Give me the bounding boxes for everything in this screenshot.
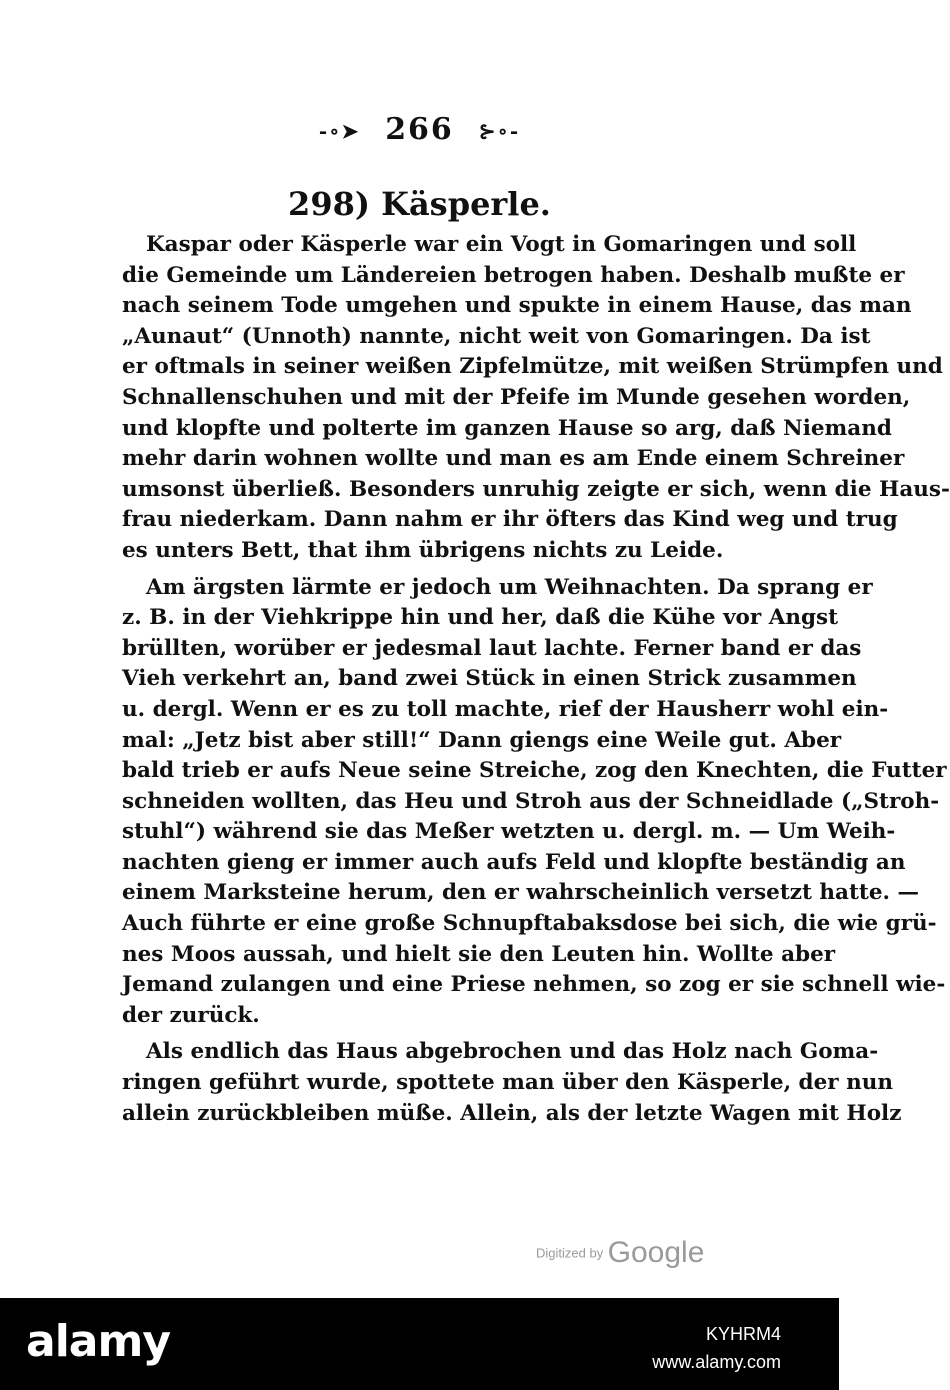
text-line: bald trieb er aufs Neue seine Streiche, zog den Knechten, die Futter: [122, 758, 947, 784]
page-header: [0, 112, 839, 147]
site-url: www.alamy.com: [652, 1352, 781, 1372]
text-line: Kaspar oder Käsperle war ein Vogt in Gomaringen und soll: [146, 232, 857, 257]
text-line: die Gemeinde um Ländereien betrogen haben. Deshalb mußte er: [122, 262, 905, 288]
text-line: u. dergl. Wenn er es zu toll machte, rief der Hausherr wohl ein-: [122, 696, 889, 722]
watermark-prefix: Digitized by: [536, 1245, 604, 1261]
text-line: z. B. in der Viehkrippe hin und her, daß die Kühe vor Angst: [122, 605, 839, 631]
stock-footer-banner: [0, 1298, 839, 1390]
text-line: frau niederkam. Dann nahm er ihr öfters das Kind weg und trug: [122, 507, 898, 533]
text-line: nachten gieng er immer auch aufs Feld und klopfte beständig an: [122, 849, 906, 875]
text-line: ringen geführt wurde, spottete man über den Käsperle, der nun: [122, 1070, 893, 1096]
text-line: einem Marksteine herum, den er wahrscheinlich versetzt hatte. —: [122, 880, 919, 906]
google-logo: Google: [607, 1236, 705, 1269]
text-line: stuhl“) während sie das Meßer wetzten u. dergl. m. — Um Weih-: [122, 819, 896, 845]
text-line: „Aunaut“ (Unnoth) nannte, nicht weit von Gomaringen. Da ist: [122, 323, 871, 349]
text-line: es unters Bett, that ihm übrigens nichts zu Leide.: [122, 537, 724, 563]
ornament-left: -∘➤: [318, 119, 361, 143]
text-line: Am ärgsten lärmte er jedoch um Weihnachten. Da sprang er: [146, 574, 873, 600]
paragraph: [122, 230, 950, 567]
section-title: 298) Käsperle.: [288, 185, 551, 223]
ornament-right: ⊱∘-: [478, 119, 521, 143]
text-line: mehr darin wohnen wollte und man es am Ende einem Schreiner: [122, 446, 905, 472]
text-line: schneiden wollten, das Heu und Stroh aus der Schneidlade („Stroh-: [122, 788, 940, 814]
text-line: umsonst überließ. Besonders unruhig zeigte er sich, wenn die Haus-: [122, 476, 950, 502]
image-code: KYHRM4: [705, 1324, 781, 1344]
text-line: nach seinem Tode umgehen und spukte in einem Hause, das man: [122, 293, 912, 319]
text-line: mal: „Jetz bist aber still!“ Dann giengs eine Weile gut. Aber: [122, 727, 842, 753]
text-line: nes Moos aussah, und hielt sie den Leuten hin. Wollte aber: [122, 941, 836, 967]
text-line: brüllten, worüber er jedesmal laut lachte. Ferner band er das: [122, 635, 862, 661]
paragraph: [122, 573, 947, 1032]
body-text: [122, 230, 950, 1129]
text-line: allein zurückbleiben müße. Allein, als der letzte Wagen mit Holz: [122, 1100, 902, 1126]
text-line: Jemand zulangen und eine Priese nehmen, so zog er sie schnell wie-: [122, 972, 946, 998]
text-line: Auch führte er eine große Schnupftabaksdose bei sich, die wie grü-: [122, 911, 937, 937]
page-number: 266: [385, 112, 454, 147]
paragraph: [122, 1037, 902, 1129]
text-line: und klopfte und polterte im ganzen Hause so arg, daß Niemand: [122, 415, 892, 441]
alamy-logo: alamy: [26, 1316, 170, 1367]
text-line: er oftmals in seiner weißen Zipfelmütze, mit weißen Strümpfen und: [122, 354, 943, 380]
text-line: der zurück.: [122, 1002, 260, 1028]
text-line: Schnallenschuhen und mit der Pfeife im Munde gesehen worden,: [122, 384, 911, 410]
text-line: Als endlich das Haus abgebrochen und das Holz nach Goma-: [146, 1039, 879, 1065]
text-line: Vieh verkehrt an, band zwei Stück in einen Strick zusammen: [122, 666, 857, 692]
google-watermark: [536, 1236, 704, 1270]
